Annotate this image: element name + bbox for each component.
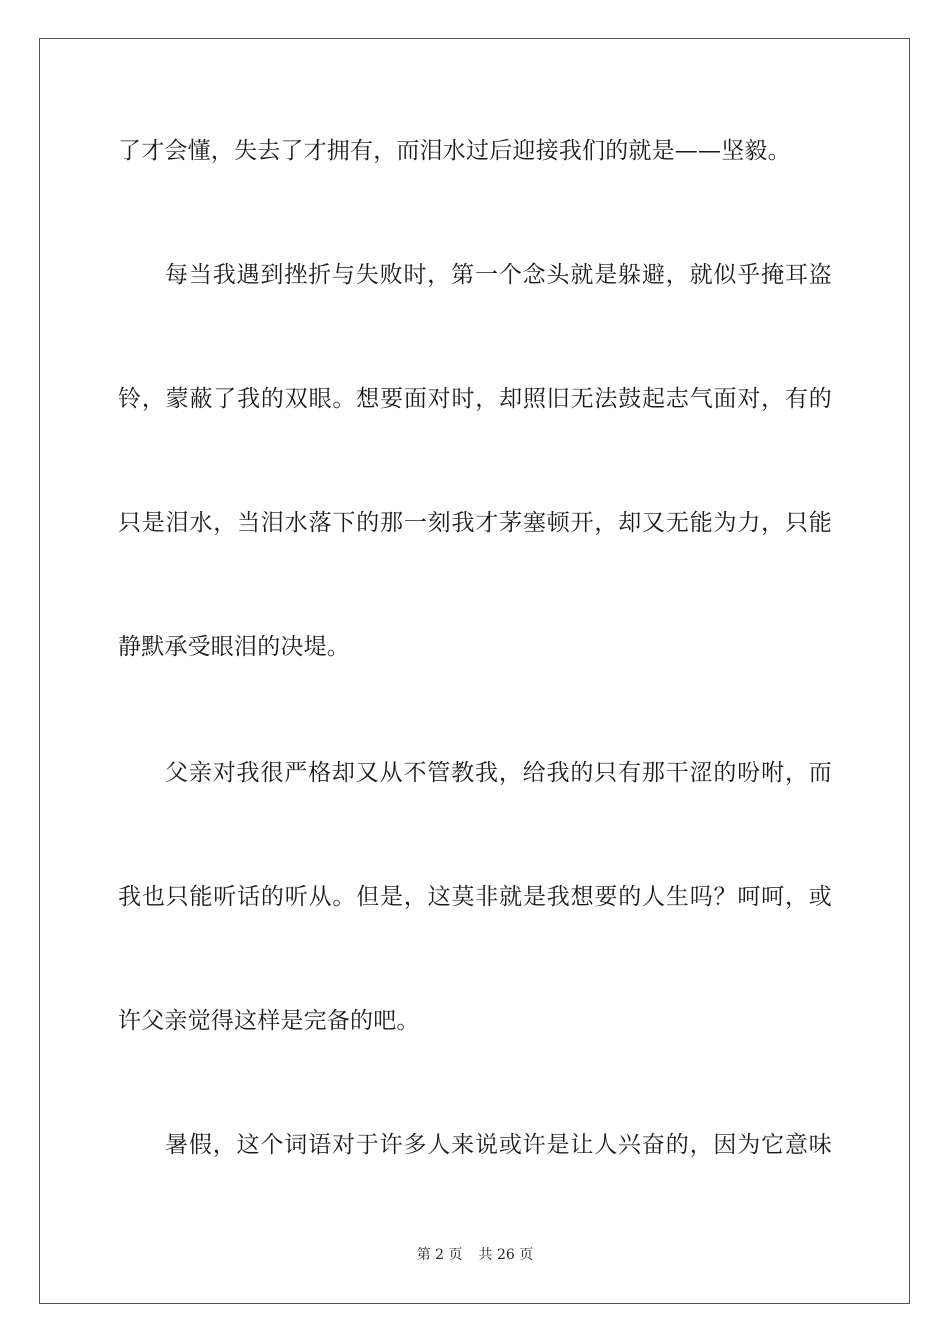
page-footer	[0, 1246, 950, 1264]
paragraph-line-3: 铃，蒙蔽了我的双眼。想要面对时，却照旧无法鼓起志气面对，有的	[118, 386, 832, 412]
page-total: 共 26 页	[478, 1247, 534, 1263]
paragraph-line-8: 许父亲觉得这样是完备的吧。	[118, 1008, 420, 1034]
page-border	[39, 38, 910, 1304]
paragraph-line-7: 我也只能听话的听从。但是，这莫非就是我想要的人生吗？呵呵，或	[118, 884, 832, 910]
page-number: 第 2 页	[416, 1247, 463, 1263]
paragraph-line-2: 每当我遇到挫折与失败时，第一个念头就是躲避，就似乎掩耳盗	[165, 262, 832, 288]
paragraph-line-4: 只是泪水，当泪水落下的那一刻我才茅塞顿开，却又无能为力，只能	[118, 510, 832, 536]
paragraph-line-6: 父亲对我很严格却又从不管教我，给我的只有那干涩的吩咐，而	[165, 760, 832, 786]
paragraph-line-5: 静默承受眼泪的决堤。	[118, 634, 350, 660]
paragraph-line-9: 暑假，这个词语对于许多人来说或许是让人兴奋的，因为它意味	[165, 1132, 832, 1158]
paragraph-line-1: 了才会懂，失去了才拥有，而泪水过后迎接我们的就是——坚毅。	[118, 138, 791, 164]
